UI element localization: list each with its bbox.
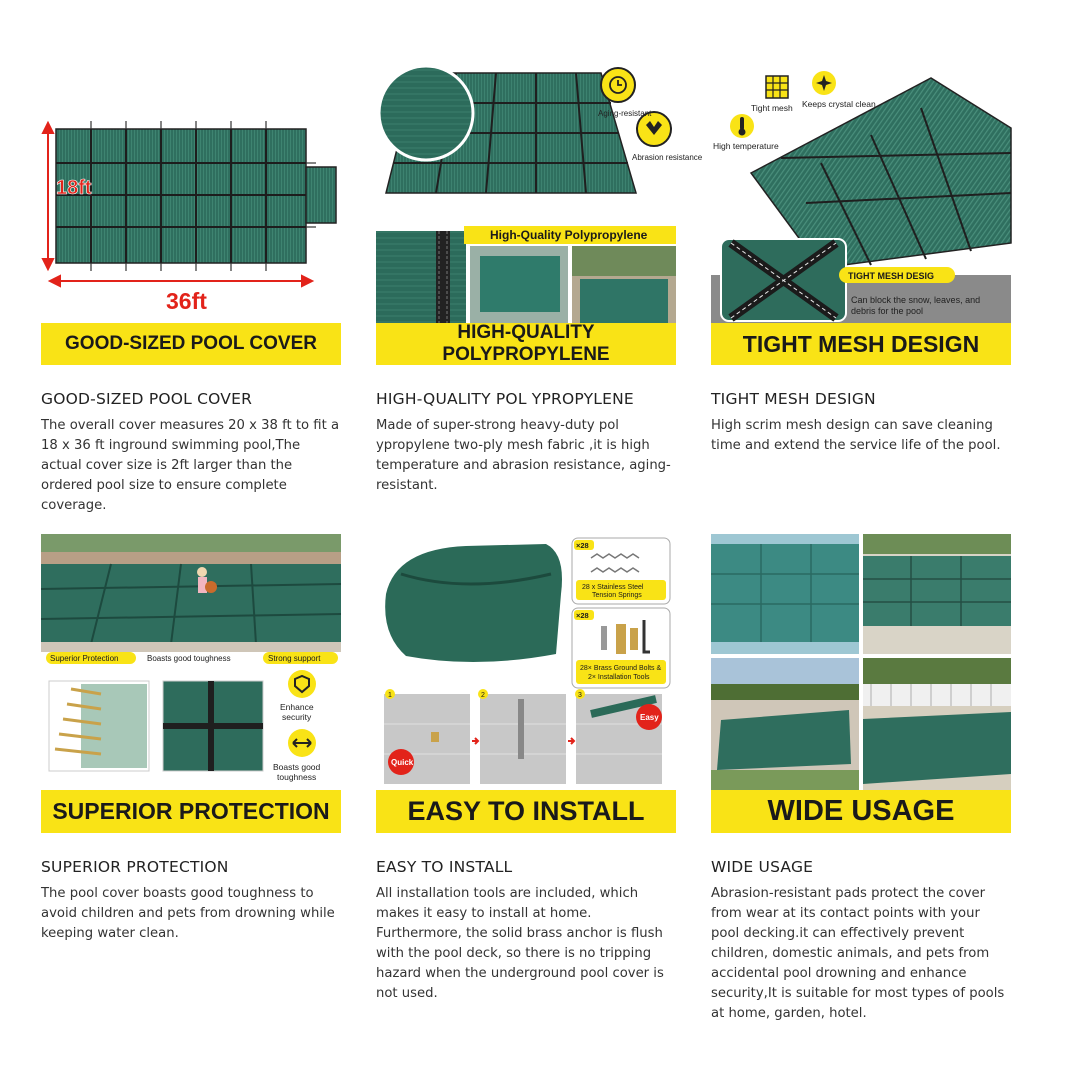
aging-label: Aging-resistant — [598, 109, 652, 118]
easy-install-illustration — [376, 534, 676, 790]
arrow-right-icon — [472, 738, 478, 744]
grid-icon — [766, 76, 788, 98]
section-description: High scrim mesh design can save cleaning time and extend the service life of the pool. — [711, 418, 1001, 453]
section-description: Made of super-strong heavy-duty pol ypropylene two-ply mesh fabric ,it is high temperature and abrasion resistance, aging-resistant. — [376, 418, 671, 493]
springs-count: ×28 — [576, 541, 589, 550]
svg-text:Enhance: Enhance — [280, 702, 314, 712]
banner-good-sized: GOOD-SIZED POOL COVER — [41, 323, 341, 365]
svg-text:Boasts good: Boasts good — [273, 762, 321, 772]
tight-mesh-label: Tight mesh — [751, 103, 793, 113]
step-1: 1 — [388, 692, 392, 699]
polypropylene-illustration — [376, 43, 703, 330]
banner-wide-usage: WIDE USAGE — [711, 790, 1011, 833]
abrasion-label: Abrasion resistance — [632, 153, 703, 162]
bolt-icon — [601, 626, 607, 650]
section-title: TIGHT MESH DESIGN — [711, 390, 876, 408]
svg-text:28 x Stainless Steel: 28 x Stainless Steel — [582, 584, 644, 591]
svg-text:toughness: toughness — [277, 772, 317, 782]
strong-support-tag: Strong support — [268, 654, 321, 663]
keeps-clean-label: Keeps crystal clean — [802, 99, 876, 109]
toughness-tag: Boasts good toughness — [147, 654, 231, 663]
section-description: The overall cover measures 20 x 38 ft to fit a 18 x 36 ft inground swimming pool,The actual cover size is 2ft larger than the ordered pool size to ensure complete coverage. — [41, 418, 340, 513]
pool-cover-dimension-image — [41, 43, 341, 330]
polypropylene-strip-label: High-Quality Polypropylene — [490, 228, 648, 242]
height-dimension-label: 18ft — [56, 177, 92, 199]
section-title: SUPERIOR PROTECTION — [41, 858, 229, 876]
superior-tag: Superior Protection — [50, 654, 119, 663]
svg-text:Tension Springs: Tension Springs — [592, 592, 642, 599]
quick-badge: Quick — [391, 758, 414, 767]
step-3: 3 — [578, 692, 582, 699]
section-description: The pool cover boasts good toughness to avoid children and pets from drowning while keeping water clean. — [41, 886, 335, 941]
svg-text:debris for the pool: debris for the pool — [851, 306, 924, 316]
tight-mesh-tag: TIGHT MESH DESIG — [848, 271, 935, 281]
bolts-count: ×28 — [576, 611, 589, 620]
superior-protection-illustration — [41, 534, 341, 790]
banner-tight-mesh: TIGHT MESH DESIGN — [711, 323, 1011, 365]
section-title: EASY TO INSTALL — [376, 858, 513, 876]
tight-mesh-illustration — [711, 43, 1011, 330]
step-2: 2 — [481, 692, 485, 699]
svg-text:28× Brass Ground Bolts &: 28× Brass Ground Bolts & — [580, 665, 662, 672]
svg-text:2× Installation Tools: 2× Installation Tools — [588, 674, 650, 681]
easy-badge: Easy — [640, 713, 659, 722]
svg-text:Aging-resistant — [598, 109, 652, 118]
section-description: Abrasion-resistant pads protect the cover from wear at its contact points with your pool decking.it can effectively prevent children, domestic animals, and pets from accidental pool drowning and enhance security,It is suitable for most types of pools at home, garden, hotel. — [711, 886, 1005, 1021]
svg-text:security: security — [282, 712, 312, 722]
svg-text:Can block the snow, leaves, an: Can block the snow, leaves, and — [851, 295, 981, 305]
section-title: HIGH-QUALITY POL YPROPYLENE — [376, 390, 634, 408]
banner-polypropylene: HIGH-QUALITY POLYPROPYLENE — [376, 323, 676, 365]
wide-usage-image — [711, 534, 1011, 790]
banner-easy-install: EASY TO INSTALL — [376, 790, 676, 833]
wide-usage-photo-grid — [711, 534, 1011, 790]
shield-check-icon — [288, 670, 316, 698]
pool-cover-diagram — [41, 43, 341, 330]
width-dimension-label: 36ft — [166, 288, 207, 314]
superior-protection-image — [41, 534, 341, 790]
section-title: GOOD-SIZED POOL COVER — [41, 390, 253, 408]
easy-install-image — [376, 534, 676, 790]
high-temp-label: High temperature — [713, 141, 779, 151]
polypropylene-image — [376, 43, 703, 330]
section-title: WIDE USAGE — [711, 858, 814, 876]
section-description: All installation tools are included, which makes it easy to install at home. Furthermore, the solid brass anchor is flush with the pool deck, so there is no tripping hazard when the underground pool cover is not used. — [376, 886, 664, 1001]
tight-mesh-image — [711, 43, 1011, 330]
banner-superior-protection: SUPERIOR PROTECTION — [41, 790, 341, 833]
svg-text:Abrasion resistance — [632, 153, 703, 162]
